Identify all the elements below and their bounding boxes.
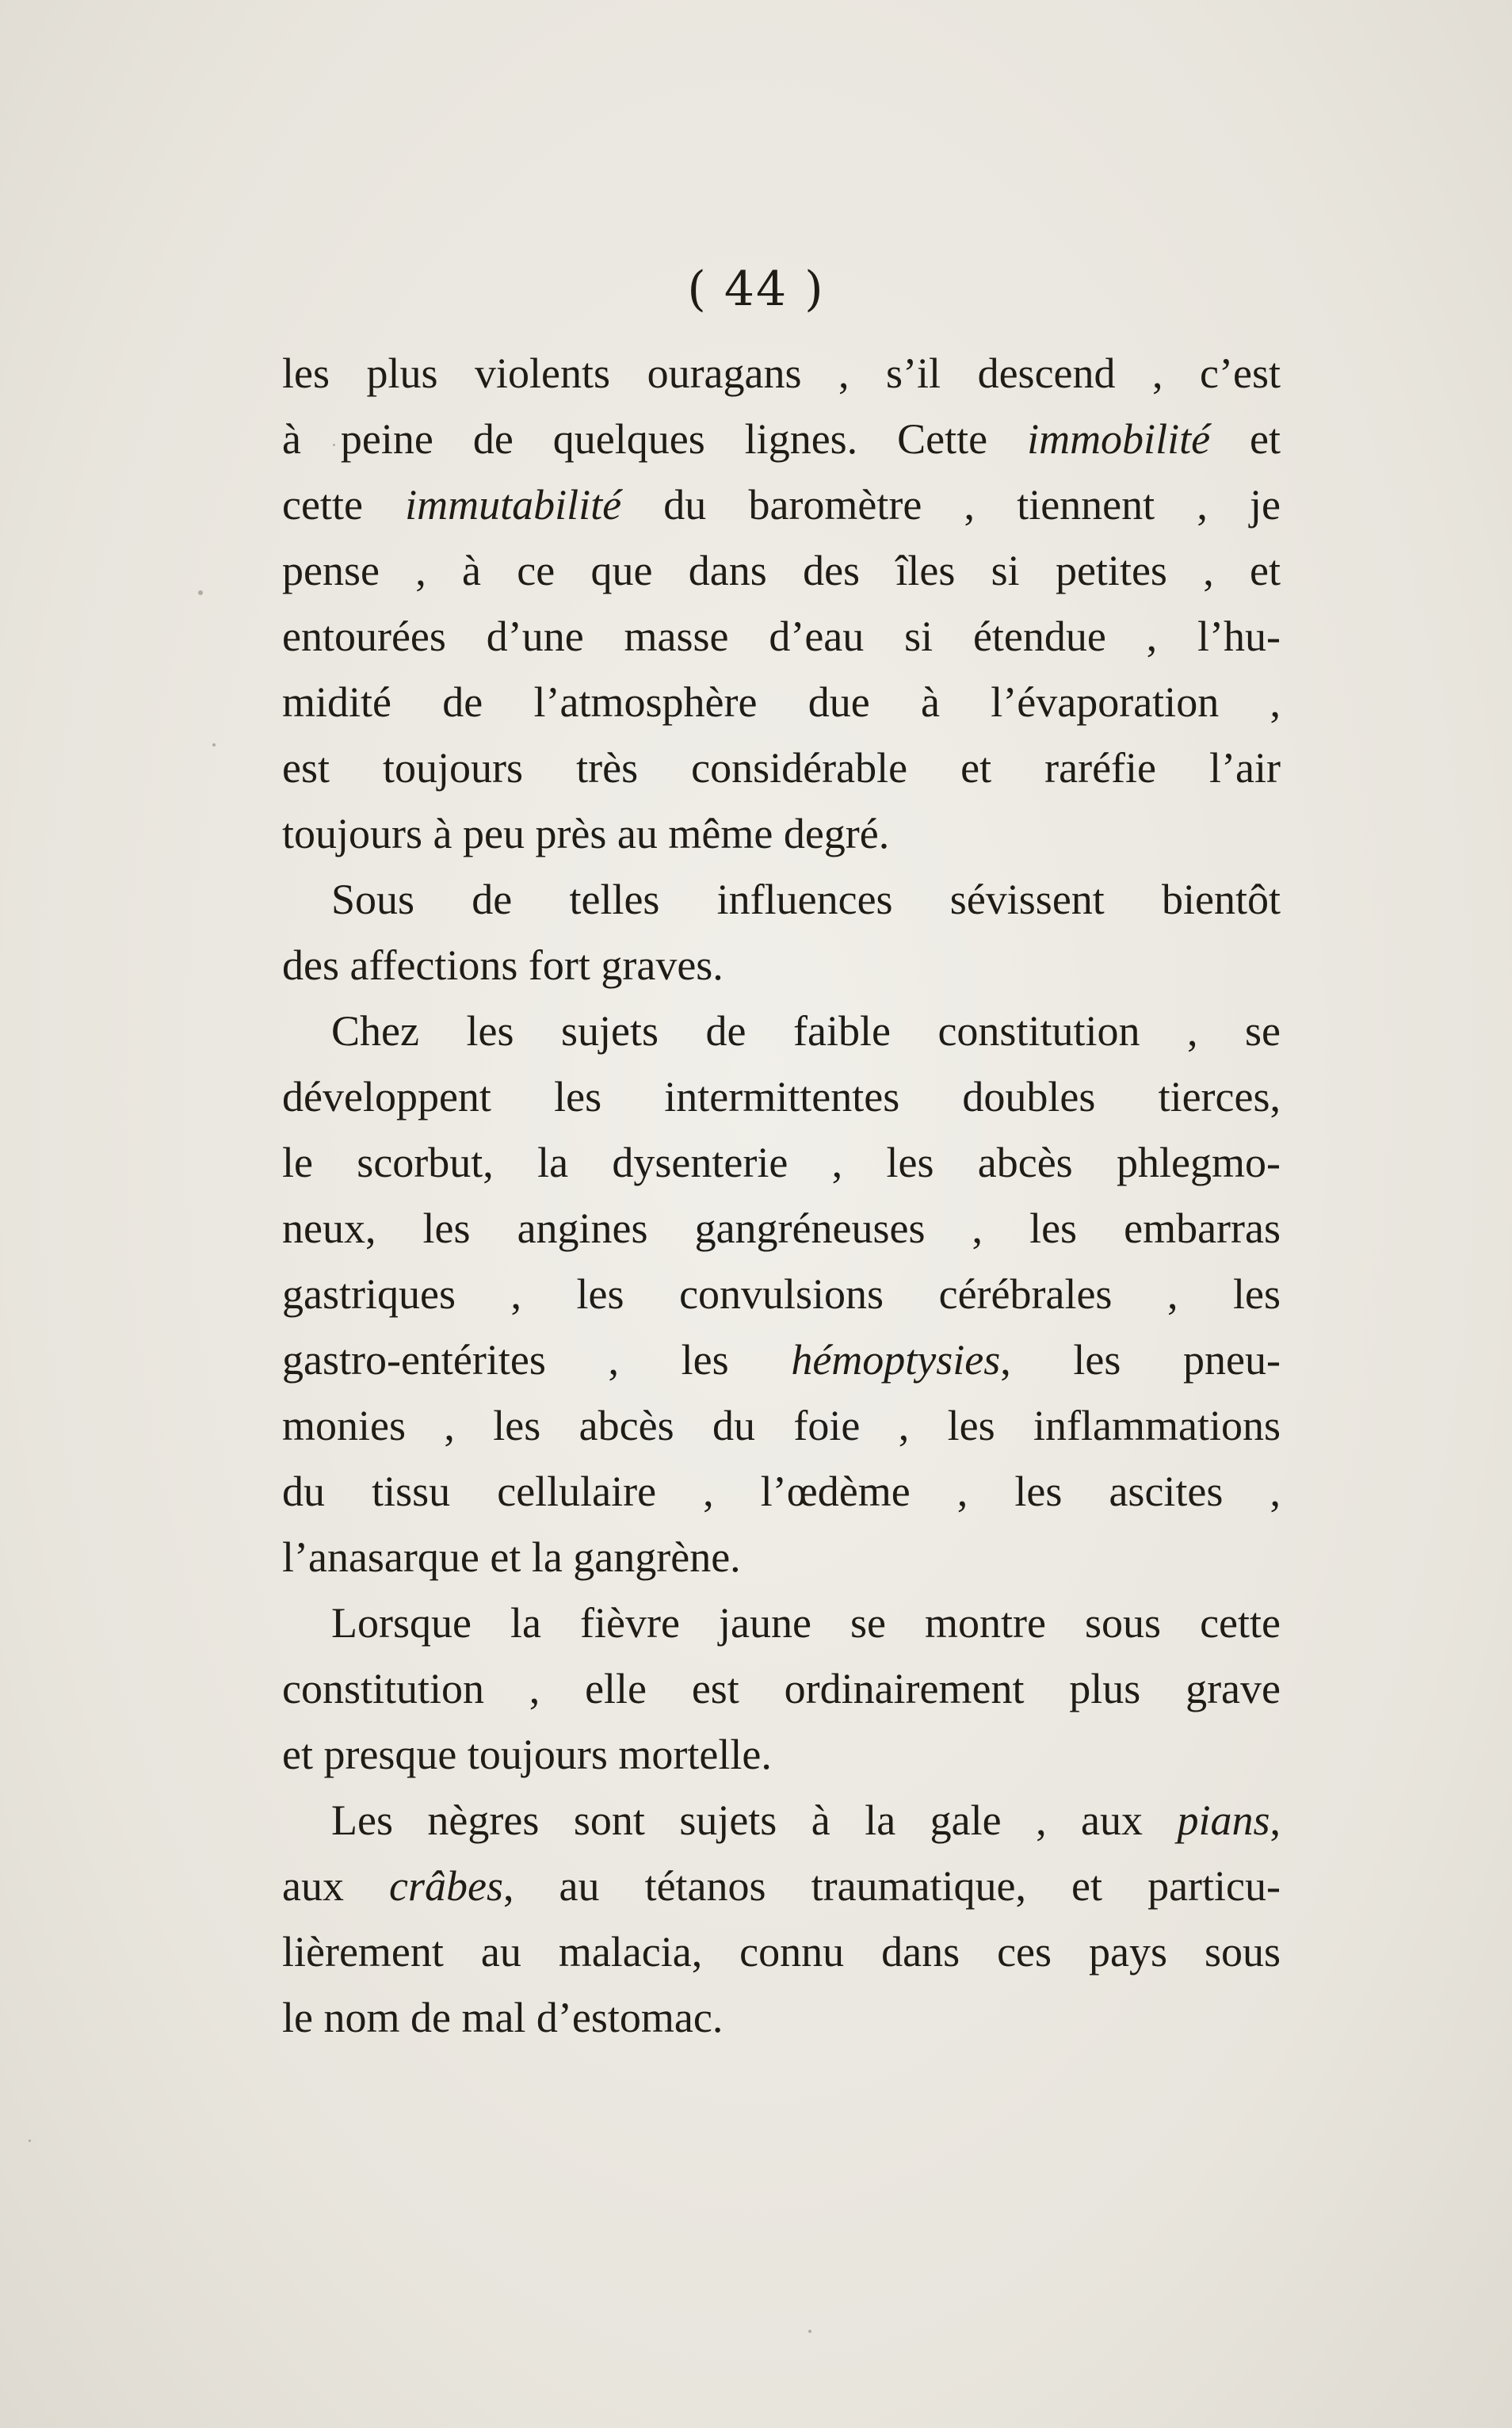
text-line bbox=[282, 1262, 1281, 1327]
paper-speck bbox=[29, 2140, 31, 2142]
text-line bbox=[282, 538, 1281, 604]
text-line-segment: pense , à ce que dans des îles si petites , et bbox=[282, 547, 1281, 594]
italic-term: crâbes bbox=[389, 1862, 503, 1910]
text-line-segment: les plus violents ouragans , s’il descend , c’est bbox=[282, 349, 1281, 397]
text-line bbox=[282, 1853, 1281, 1919]
italic-term: hémoptysies bbox=[791, 1336, 1001, 1384]
text-line-segment: , bbox=[1270, 1796, 1281, 1844]
text-line-segment: aux bbox=[282, 1862, 390, 1910]
text-line bbox=[282, 1656, 1281, 1722]
page-number: ( 44 ) bbox=[687, 262, 825, 317]
text-line bbox=[282, 1722, 1281, 1788]
text-line bbox=[282, 1393, 1281, 1459]
paper-speck bbox=[198, 590, 203, 595]
text-line bbox=[282, 1196, 1281, 1262]
paper-speck bbox=[808, 2330, 811, 2333]
text-line bbox=[282, 1788, 1281, 1853]
text-line-segment: Lorsque la fièvre jaune se montre sous cette bbox=[331, 1599, 1281, 1647]
text-line-segment: gastriques , les convulsions cérébrales , les bbox=[282, 1270, 1281, 1318]
text-line bbox=[282, 670, 1281, 735]
text-line-segment: et presque toujours mortelle. bbox=[282, 1731, 772, 1778]
text-line-segment: du tissu cellulaire , l’œdème , les ascites , bbox=[282, 1468, 1281, 1515]
text-line bbox=[282, 998, 1281, 1064]
text-line bbox=[282, 1525, 1281, 1590]
text-line bbox=[282, 604, 1281, 670]
text-line-segment: l’anasarque et la gangrène. bbox=[282, 1533, 741, 1581]
text-line bbox=[282, 341, 1281, 407]
text-line-segment: Les nègres sont sujets à la gale , aux bbox=[331, 1796, 1178, 1844]
text-line-segment: et bbox=[1210, 415, 1281, 463]
text-line-segment: neux, les angines gangréneuses , les embarras bbox=[282, 1204, 1281, 1252]
text-line-segment: lièrement au malacia, connu dans ces pays sous bbox=[282, 1928, 1281, 1976]
text-line-segment: du baromètre , tiennent , je bbox=[621, 481, 1281, 529]
text-line-segment: cette bbox=[282, 481, 406, 529]
text-line-segment: Chez les sujets de faible constitution , se bbox=[331, 1007, 1281, 1055]
text-line-segment: midité de l’atmosphère due à l’évaporation , bbox=[282, 678, 1281, 726]
text-line-segment: gastro-entérites , les bbox=[282, 1336, 792, 1384]
text-line bbox=[282, 1919, 1281, 1985]
text-line bbox=[282, 1327, 1281, 1393]
text-line bbox=[282, 472, 1281, 538]
text-line bbox=[282, 801, 1281, 867]
text-line-segment: à peine de quelques lignes. Cette bbox=[282, 415, 1028, 463]
italic-term: immutabilité bbox=[405, 481, 622, 529]
italic-term: pians bbox=[1177, 1796, 1270, 1844]
text-line-segment: constitution , elle est ordinairement plus grave bbox=[282, 1665, 1281, 1712]
paper-speck bbox=[212, 743, 216, 746]
text-line-segment: des affections fort graves. bbox=[282, 941, 724, 989]
text-line bbox=[282, 1590, 1281, 1656]
text-line-segment: , au tétanos traumatique, et particu- bbox=[503, 1862, 1281, 1910]
text-line bbox=[282, 1985, 1281, 2051]
text-line-segment: développent les intermittentes doubles tierces, bbox=[282, 1073, 1281, 1120]
text-line-segment: monies , les abcès du foie , les inflammations bbox=[282, 1402, 1281, 1449]
italic-term: immobilité bbox=[1027, 415, 1211, 463]
text-line-segment: le scorbut, la dysenterie , les abcès phlegmo- bbox=[282, 1139, 1281, 1186]
text-line-segment: entourées d’une masse d’eau si étendue , l’hu- bbox=[282, 613, 1281, 660]
body-text bbox=[282, 341, 1281, 2051]
text-line-segment: Sous de telles influences sévissent bientôt bbox=[331, 876, 1281, 923]
text-line-segment: toujours à peu près au même degré. bbox=[282, 810, 890, 857]
text-line bbox=[282, 1064, 1281, 1130]
text-line bbox=[282, 735, 1281, 801]
text-line bbox=[282, 1459, 1281, 1525]
text-line bbox=[282, 867, 1281, 933]
text-line bbox=[282, 1130, 1281, 1196]
text-line bbox=[282, 933, 1281, 998]
text-line-segment: , les pneu- bbox=[1000, 1336, 1281, 1384]
text-line-segment: est toujours très considérable et raréfie l’air bbox=[282, 744, 1281, 792]
text-line-segment: le nom de mal d’estomac. bbox=[282, 1994, 724, 2041]
text-line bbox=[282, 407, 1281, 472]
